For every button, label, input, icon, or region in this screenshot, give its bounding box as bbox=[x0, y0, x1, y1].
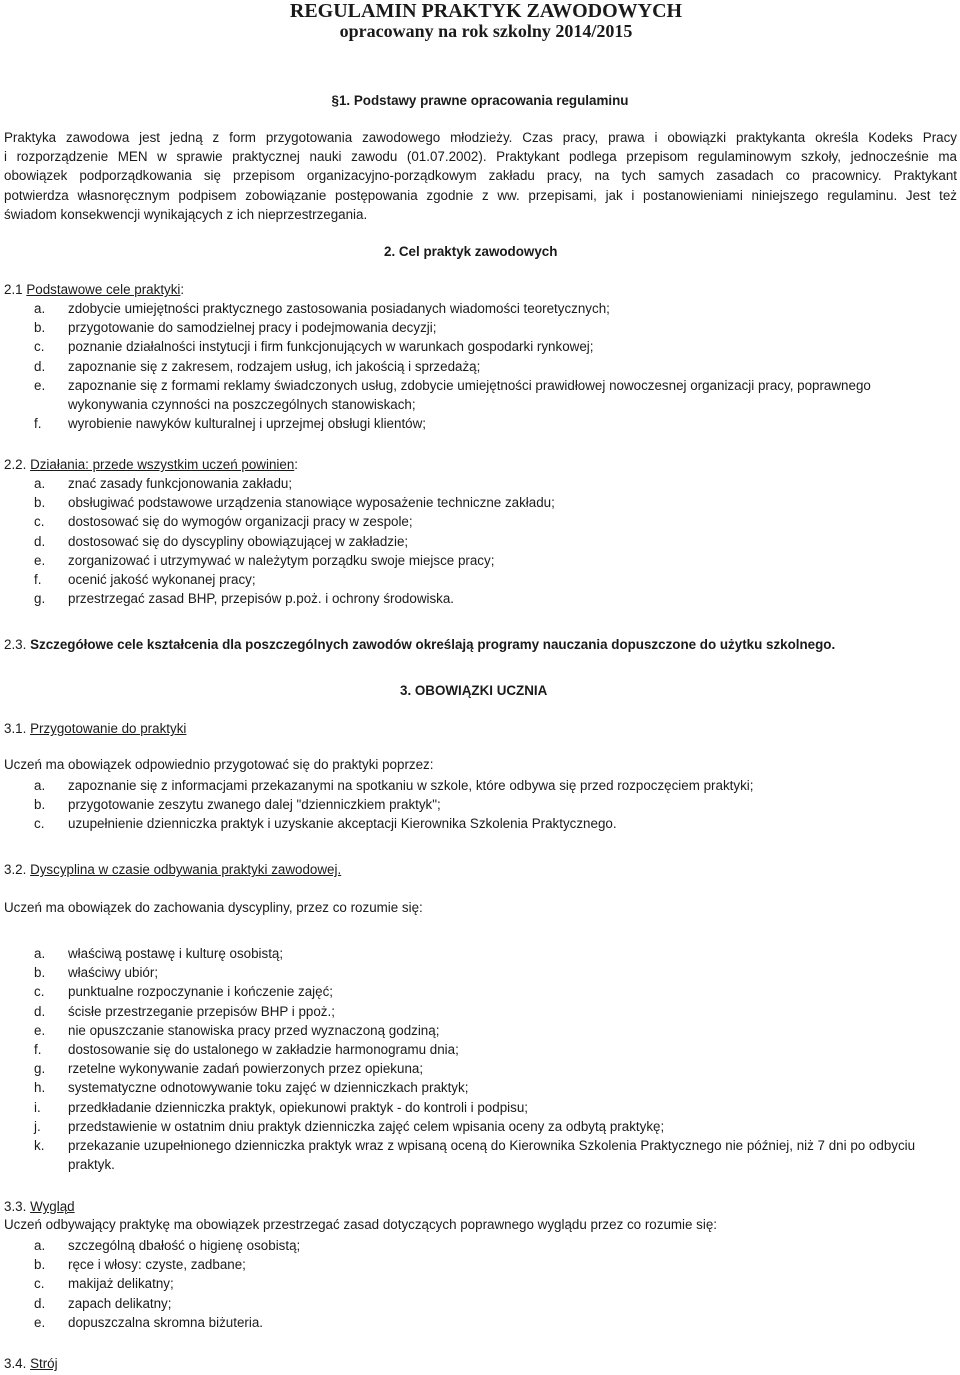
list-marker: h. bbox=[34, 1080, 46, 1096]
paragraph-line: świadom konsekwencji wynikających z ich nieprzestrzegania. bbox=[4, 206, 368, 222]
list-marker: a. bbox=[34, 301, 46, 316]
subsection-colon: : bbox=[180, 282, 185, 297]
list-item bbox=[0, 376, 960, 414]
list-text: systematyczne odnotowywanie toku zajęć w dzienniczkach praktyk; bbox=[68, 1080, 469, 1096]
list-marker: a. bbox=[34, 476, 46, 491]
list-item bbox=[0, 337, 960, 356]
subsection-2-2-heading bbox=[4, 457, 298, 472]
subsection-3-1-heading bbox=[4, 721, 186, 736]
list-item bbox=[0, 814, 960, 833]
list-item bbox=[0, 776, 960, 795]
subsection-text: Szczegółowe cele kształcenia dla poszczególnych zawodów określają programy nauczania dopuszczone do użytku szkolnego. bbox=[30, 637, 836, 652]
list-text: ręce i włosy: czyste, zadbane; bbox=[68, 1257, 246, 1273]
list-item bbox=[0, 493, 960, 512]
list-marker: f. bbox=[34, 416, 42, 432]
list-text: zorganizować i utrzymywać w należytym porządku swoje miejsce pracy; bbox=[68, 552, 495, 568]
list-marker: c. bbox=[34, 984, 45, 1000]
list-marker: e. bbox=[34, 1022, 46, 1038]
list-item bbox=[0, 589, 960, 608]
paragraph-line: potwierdza własnoręcznym podpisem zobowiązanie postępowania zgodnie z ww. przepisami, jak i postanowieniami niniejszego regulaminu. Jest też bbox=[4, 187, 957, 203]
list-item bbox=[0, 570, 960, 589]
list-text: ocenić jakość wykonanej pracy; bbox=[68, 571, 256, 587]
subsection-3-1-intro: Uczeń ma obowiązek odpowiednio przygotować się do praktyki poprzez: bbox=[4, 757, 434, 772]
list-text: zapoznanie się z informacjami przekazanymi na spotkaniu w szkole, które odbywa się przed rozpoczęciem praktyki; bbox=[68, 778, 754, 793]
list-item bbox=[0, 299, 960, 318]
section-2-heading: 2. Cel praktyk zawodowych bbox=[384, 244, 558, 259]
list-marker: g. bbox=[34, 1061, 46, 1077]
list-text: właściwą postawę i kulturę osobistą; bbox=[68, 946, 284, 961]
section-1-heading: §1. Podstawy prawne opracowania regulaminu bbox=[331, 93, 629, 108]
list-item bbox=[0, 1098, 960, 1117]
list-marker: f. bbox=[34, 1041, 42, 1057]
list-marker: c. bbox=[34, 816, 45, 832]
document-title: REGULAMIN PRAKTYK ZAWODOWYCH bbox=[289, 0, 683, 22]
subsection-2-3 bbox=[4, 637, 835, 652]
list-text: przygotowanie zeszytu zwanego dalej "dzienniczkiem praktyk"; bbox=[68, 797, 441, 813]
list-item bbox=[0, 1002, 960, 1021]
section-1-paragraph bbox=[4, 128, 957, 224]
list-marker: j. bbox=[34, 1118, 41, 1134]
list-item bbox=[0, 551, 960, 570]
list-marker: b. bbox=[34, 797, 46, 813]
list-item bbox=[0, 532, 960, 551]
paragraph-line: obowiązek podporządkowania się przepisom organizacyjno-porządkowym zakładu pracy, na tych samych zasadach co pracownicy. Praktykant bbox=[4, 168, 957, 184]
list-text: dostosowanie się do ustalonego w zakładzie harmonogramu dnia; bbox=[68, 1041, 459, 1057]
list-marker: d. bbox=[34, 533, 46, 549]
list-item bbox=[0, 318, 960, 337]
list-marker: g. bbox=[34, 591, 46, 607]
paragraph-line: Praktyka zawodowa jest jedną z form przygotowania zawodowego młodzieży. Czas pracy, prawa i obowiązki praktykanta określa Kodeks Pracy bbox=[4, 130, 957, 145]
list-marker: b. bbox=[34, 320, 46, 336]
list-text: uzupełnienie dzienniczka praktyk i uzyskanie akceptacji Kierownika Szkolenia Praktycznego. bbox=[68, 816, 617, 832]
subsection-label: Podstawowe cele praktyki bbox=[26, 282, 181, 297]
list-item bbox=[0, 1078, 960, 1097]
list-marker: d. bbox=[34, 358, 46, 374]
list-text: nie opuszczanie stanowiska pracy przed wyznaczoną godziną; bbox=[68, 1022, 440, 1038]
subsection-number: 2.3. bbox=[4, 637, 31, 652]
list-item bbox=[0, 1274, 960, 1293]
list-item bbox=[0, 963, 960, 982]
list-item bbox=[0, 357, 960, 376]
list-text: przedstawienie w ostatnim dniu praktyk dzienniczka zajęć celem wpisania oceny za odbytą praktykę; bbox=[68, 1118, 665, 1134]
list-item bbox=[0, 1136, 960, 1174]
subsection-3-2-intro: Uczeń ma obowiązek do zachowania dyscypliny, przez co rozumie się: bbox=[4, 900, 423, 915]
list-text: dostosować się do dyscypliny obowiązującej w zakładzie; bbox=[68, 533, 409, 549]
list-item bbox=[0, 795, 960, 814]
list-text: szczególną dbałość o higienę osobistą; bbox=[68, 1238, 301, 1253]
list-text: obsługiwać podstawowe urządzenia stanowiące wyposażenie techniczne zakładu; bbox=[68, 495, 555, 511]
list-marker: c. bbox=[34, 339, 45, 355]
subsection-number: 2.1 bbox=[4, 282, 27, 297]
section-3-heading: 3. OBOWIĄZKI UCZNIA bbox=[400, 683, 548, 698]
paragraph-line: i rozporządzenie MEN w sprawie praktycznej nauki zawodu (01.07.2002). Praktykant podlega przepisom regulaminowym szkoły, jednocześnie ma bbox=[4, 149, 957, 165]
subsection-number: 3.2. bbox=[4, 862, 31, 877]
list-text: wyrobienie nawyków kulturalnej i uprzejmej obsługi klientów; bbox=[68, 416, 426, 432]
document-subtitle: opracowany na rok szkolny 2014/2015 bbox=[339, 21, 633, 41]
subsection-colon: : bbox=[294, 457, 299, 472]
list-marker: a. bbox=[34, 1238, 46, 1253]
subsection-label: Wygląd bbox=[30, 1199, 75, 1214]
list-item bbox=[0, 1117, 960, 1136]
subsection-3-3-heading bbox=[4, 1199, 75, 1214]
list-text: rzetelne wykonywanie zadań powierzonych przez opiekuna; bbox=[68, 1061, 424, 1077]
list-text: zapoznanie się z zakresem, rodzajem usług, ich jakością i sprzedażą; bbox=[68, 358, 481, 374]
subsection-label: Działania: przede wszystkim uczeń powinien bbox=[30, 457, 295, 472]
list-item bbox=[0, 1313, 960, 1332]
list-text: przekazanie uzupełnionego dzienniczka praktyk wraz z wpisaną oceną do Kierownika Szkolenia Praktycznego nie później, niż 7 dni po odbyciu praktyk. bbox=[68, 1137, 916, 1173]
subsection-number: 2.2. bbox=[4, 457, 31, 472]
subsection-3-4-heading bbox=[4, 1356, 58, 1371]
list-marker: e. bbox=[34, 1314, 46, 1330]
list-item bbox=[0, 1236, 960, 1255]
list-text: właściwy ubiór; bbox=[68, 965, 159, 981]
list-item bbox=[0, 512, 960, 531]
list-marker: f. bbox=[34, 571, 42, 587]
list-marker: b. bbox=[34, 1257, 46, 1273]
list-item bbox=[0, 982, 960, 1001]
list-item bbox=[0, 414, 960, 433]
goals-list bbox=[0, 299, 960, 433]
subsection-number: 3.4. bbox=[4, 1356, 31, 1371]
list-text: przygotowanie do samodzielnej pracy i podejmowania decyzji; bbox=[68, 320, 437, 336]
list-text: punktualne rozpoczynanie i kończenie zajęć; bbox=[68, 984, 334, 1000]
list-item bbox=[0, 1021, 960, 1040]
actions-list bbox=[0, 474, 960, 608]
subsection-2-1-heading bbox=[4, 282, 184, 297]
list-text: znać zasady funkcjonowania zakładu; bbox=[68, 476, 293, 491]
subsection-number: 3.1. bbox=[4, 721, 31, 736]
list-item bbox=[0, 1294, 960, 1313]
list-item bbox=[0, 474, 960, 493]
list-text: przestrzegać zasad BHP, przepisów p.poż. i ochrony środowiska. bbox=[68, 591, 455, 607]
list-text: przedkładanie dzienniczka praktyk, opiekunowi praktyk - do kontroli i podpisu; bbox=[68, 1099, 528, 1115]
discipline-list bbox=[0, 944, 960, 1174]
list-text: dopuszczalna skromna biżuteria. bbox=[68, 1314, 264, 1330]
list-marker: a. bbox=[34, 778, 46, 793]
list-marker: b. bbox=[34, 495, 46, 511]
subsection-label: Dyscyplina w czasie odbywania praktyki zawodowej. bbox=[30, 862, 342, 877]
list-marker: e. bbox=[34, 377, 46, 393]
list-item bbox=[0, 1040, 960, 1059]
list-item bbox=[0, 1059, 960, 1078]
list-text: zdobycie umiejętności praktycznego zastosowania posiadanych wiadomości teoretycznych; bbox=[68, 301, 610, 316]
subsection-label: Przygotowanie do praktyki bbox=[30, 721, 187, 736]
preparation-list bbox=[0, 776, 960, 834]
list-text: dostosować się do wymogów organizacji pracy w zespole; bbox=[68, 514, 413, 530]
list-item bbox=[0, 944, 960, 963]
list-marker: i. bbox=[34, 1099, 41, 1115]
list-text: makijaż delikatny; bbox=[68, 1276, 174, 1292]
list-marker: c. bbox=[34, 514, 45, 530]
list-marker: k. bbox=[34, 1137, 45, 1153]
list-marker: a. bbox=[34, 946, 46, 961]
list-marker: b. bbox=[34, 965, 46, 981]
subsection-label: Strój bbox=[30, 1356, 58, 1371]
list-item bbox=[0, 1255, 960, 1274]
list-marker: d. bbox=[34, 1003, 46, 1019]
list-marker: e. bbox=[34, 552, 46, 568]
subsection-3-3-intro: Uczeń odbywający praktykę ma obowiązek przestrzegać zasad dotyczących poprawnego wyglądu przez co rozumie się: bbox=[4, 1217, 718, 1232]
list-text: ścisłe przestrzeganie przepisów BHP i ppoż.; bbox=[68, 1003, 335, 1019]
list-marker: d. bbox=[34, 1295, 46, 1311]
list-marker: c. bbox=[34, 1276, 45, 1292]
list-text: poznanie działalności instytucji i firm funkcjonujących w warunkach gospodarki rynkowej; bbox=[68, 339, 594, 355]
list-text: zapach delikatny; bbox=[68, 1295, 172, 1311]
subsection-3-2-heading bbox=[4, 862, 341, 877]
appearance-list bbox=[0, 1236, 960, 1332]
subsection-number: 3.3. bbox=[4, 1199, 31, 1214]
list-text: zapoznanie się z formami reklamy świadczonych usług, zdobycie umiejętności prawidłowej nowoczesnej organizacji pracy, poprawnego wykonywania czynności na poszczególnych stanowiskach; bbox=[68, 377, 871, 412]
